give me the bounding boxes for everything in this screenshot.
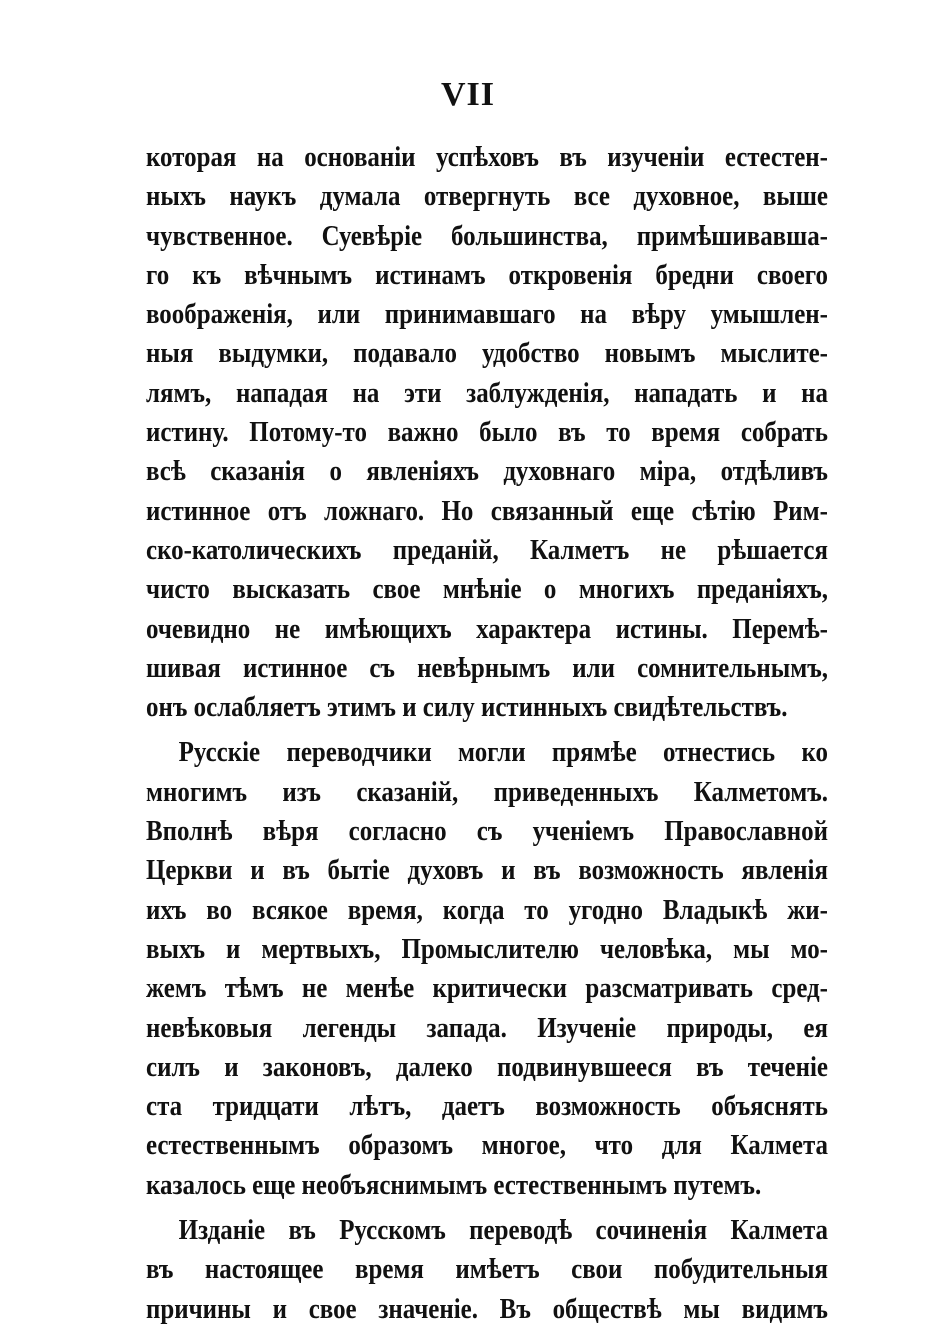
text-line: лямъ, нападая на эти заблужденія, нападать и на bbox=[146, 376, 828, 409]
text-line: чисто высказать свое мнѣніе о многихъ преданіяхъ, bbox=[146, 573, 828, 606]
text-line: воображенія, или принимавшаго на вѣру умышлен- bbox=[146, 298, 828, 331]
text-line: силъ и законовъ, далеко подвинувшееся въ теченіе bbox=[146, 1050, 828, 1083]
text-line: въ настоящее время имѣетъ свои побудительныя bbox=[146, 1253, 828, 1286]
text-line: ныя выдумки, подавало удобство новымъ мыслите- bbox=[146, 337, 828, 370]
text-line: онъ ослабляетъ этимъ и силу истинныхъ свидѣтельствъ. bbox=[146, 691, 788, 724]
text-line: причины и свое значеніе. Въ обществѣ мы видимъ bbox=[146, 1292, 828, 1325]
body-text bbox=[146, 138, 828, 1329]
paragraph-1 bbox=[146, 138, 828, 727]
text-line: Изданіе въ Русскомъ переводѣ сочиненія Калмета bbox=[178, 1214, 828, 1247]
text-line: Вполнѣ вѣря согласно съ ученіемъ Православной bbox=[146, 815, 828, 848]
text-line: истину. Потому-то важно было въ то время собрать bbox=[146, 416, 828, 449]
text-line: выхъ и мертвыхъ, Промыслителю человѣка, мы мо- bbox=[146, 932, 828, 965]
text-line: казалось еще необъяснимымъ естественнымъ путемъ. bbox=[146, 1168, 762, 1201]
text-line: го къ вѣчнымъ истинамъ откровенія бредни своего bbox=[146, 258, 828, 291]
text-line: шивая истинное съ невѣрнымъ или сомнительнымъ, bbox=[146, 651, 828, 684]
page-number: VII bbox=[440, 76, 496, 113]
text-line: ста тридцати лѣтъ, даетъ возможность объяснять bbox=[146, 1090, 828, 1123]
text-line: невѣковыя легенды запада. Изученіе природы, ея bbox=[146, 1011, 828, 1044]
text-line: ихъ во всякое время, когда то угодно Владыкѣ жи- bbox=[146, 893, 828, 926]
text-line: ныхъ наукъ думала отвергнуть все духовное, выше bbox=[146, 180, 828, 213]
text-line: Русскіе переводчики могли прямѣе отнестись ко bbox=[178, 736, 828, 769]
text-line: ско-католическихъ преданій, Калметъ не рѣшается bbox=[146, 533, 828, 566]
text-line: многимъ изъ сказаній, приведенныхъ Калметомъ. bbox=[146, 775, 828, 808]
text-line: жемъ тѣмъ не менѣе критически разсматривать сред- bbox=[146, 972, 828, 1005]
paragraph-3 bbox=[146, 1211, 828, 1329]
text-line: Церкви и въ бытіе духовъ и въ возможность явленія bbox=[146, 854, 828, 887]
text-line: которая на основаніи успѣховъ въ изученіи естестен- bbox=[146, 141, 828, 173]
text-line: чувственное. Суевѣріе большинства, примѣшивавша- bbox=[146, 219, 828, 252]
text-line: истинное отъ ложнаго. Но связанный еще сѣтію Рим- bbox=[146, 494, 828, 527]
paragraph-2 bbox=[146, 733, 828, 1205]
text-line: очевидно не имѣющихъ характера истины. Перемѣ- bbox=[146, 612, 828, 645]
text-line: всѣ сказанія о явленіяхъ духовнаго міра, отдѣливъ bbox=[146, 455, 828, 488]
text-line: естественнымъ образомъ многое, что для Калмета bbox=[146, 1129, 828, 1162]
